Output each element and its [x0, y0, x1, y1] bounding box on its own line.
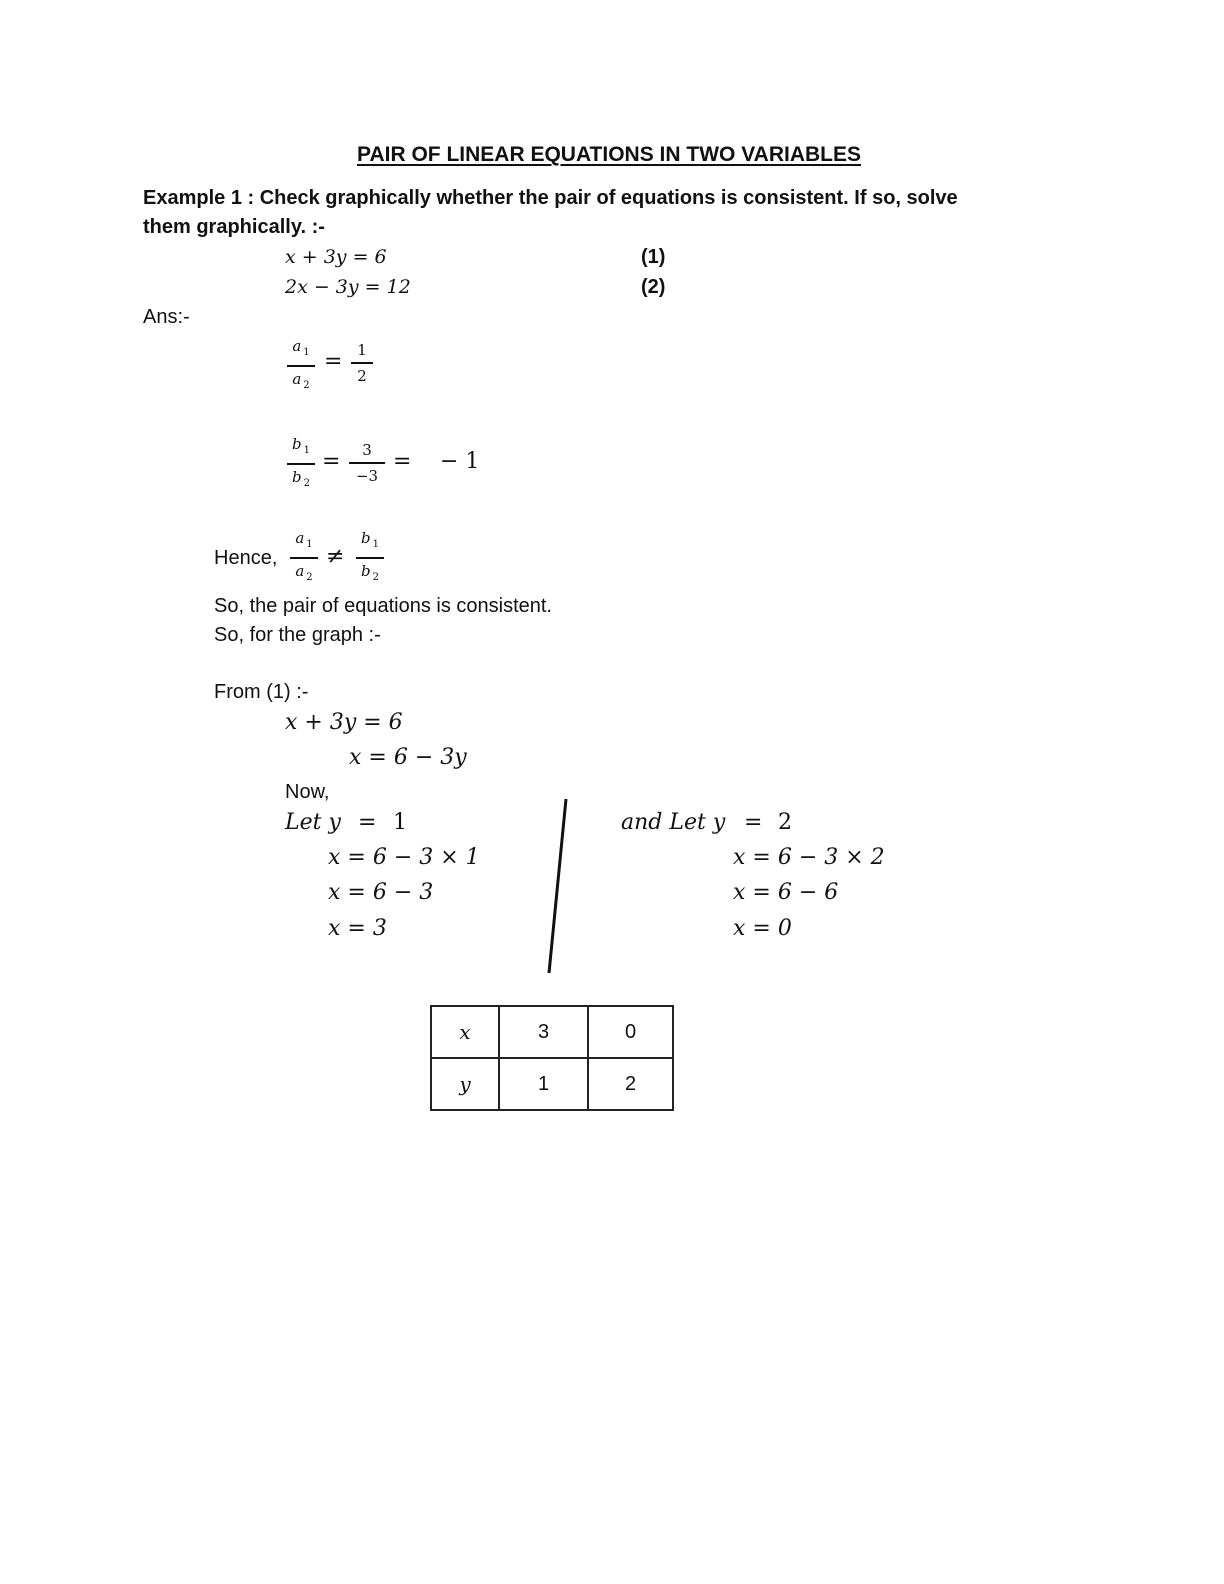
rearrange-line-1: x + 3y = 6 — [285, 710, 403, 735]
case-2-step: x = 0 — [733, 916, 792, 941]
fraction-3-neg3: 3 −3 — [349, 441, 385, 485]
ratio-result: − 1 — [440, 449, 480, 474]
values-table — [430, 1005, 674, 1111]
divider-line — [540, 795, 574, 977]
case-1-step: x = 6 − 3 × 1 — [328, 845, 480, 870]
from-equation-label: From (1) :- — [214, 681, 309, 703]
case-1-equals: = — [358, 810, 377, 835]
case-2-equals: = — [744, 810, 763, 835]
fraction-a1-a2: a $_1$ a $_2$ — [287, 337, 315, 395]
case-2-value: 2 — [778, 810, 792, 835]
table-cell: 1 — [499, 1058, 588, 1110]
conclusion-graph: So, for the graph :- — [214, 624, 381, 646]
table-cell: 0 — [588, 1006, 673, 1058]
answer-label: Ans:- — [143, 306, 190, 328]
conclusion-consistent: So, the pair of equations is consistent. — [214, 595, 552, 617]
case-1-value: 1 — [393, 810, 407, 835]
table-cell-variable: y — [431, 1058, 499, 1110]
equals-sign: = — [393, 449, 412, 474]
example-question-line-2: them graphically. :- — [143, 216, 325, 238]
example-question-line-1: Example 1 : Check graphically whether the pair of equations is consistent. If so, solve — [143, 187, 958, 209]
hence-label: Hence, — [214, 547, 278, 569]
case-2-step: x = 6 − 3 × 2 — [733, 845, 885, 870]
table-cell: 2 — [588, 1058, 673, 1110]
equation-1: x + 3y = 6 — [285, 246, 387, 268]
not-equal-sign: ≠ — [326, 544, 345, 569]
equals-sign: = — [324, 349, 343, 374]
fraction-b1-b2: b $_1$ b $_2$ — [356, 529, 384, 587]
case-2-step: x = 6 − 6 — [733, 880, 839, 905]
case-1-step: x = 6 − 3 — [328, 880, 434, 905]
table-cell-variable: x — [431, 1006, 499, 1058]
table-row — [431, 1006, 673, 1058]
rearrange-line-2: x = 6 − 3y — [349, 745, 467, 770]
case-2-let: and Let y — [621, 810, 726, 835]
equals-sign: = — [322, 449, 341, 474]
fraction-a1-a2: a $_1$ a $_2$ — [290, 529, 318, 587]
fraction-1-2: 1 2 — [351, 341, 373, 385]
page-title: PAIR OF LINEAR EQUATIONS IN TWO VARIABLES — [357, 143, 861, 166]
case-1-let: Let y — [285, 810, 341, 835]
equation-2: 2x − 3y = 12 — [285, 276, 411, 298]
fraction-b1-b2: b $_1$ b $_2$ — [287, 435, 315, 493]
now-label: Now, — [285, 781, 330, 803]
table-row — [431, 1058, 673, 1110]
table-cell: 3 — [499, 1006, 588, 1058]
equation-1-label: (1) — [641, 246, 666, 268]
case-1-step: x = 3 — [328, 916, 387, 941]
equation-2-label: (2) — [641, 276, 666, 298]
